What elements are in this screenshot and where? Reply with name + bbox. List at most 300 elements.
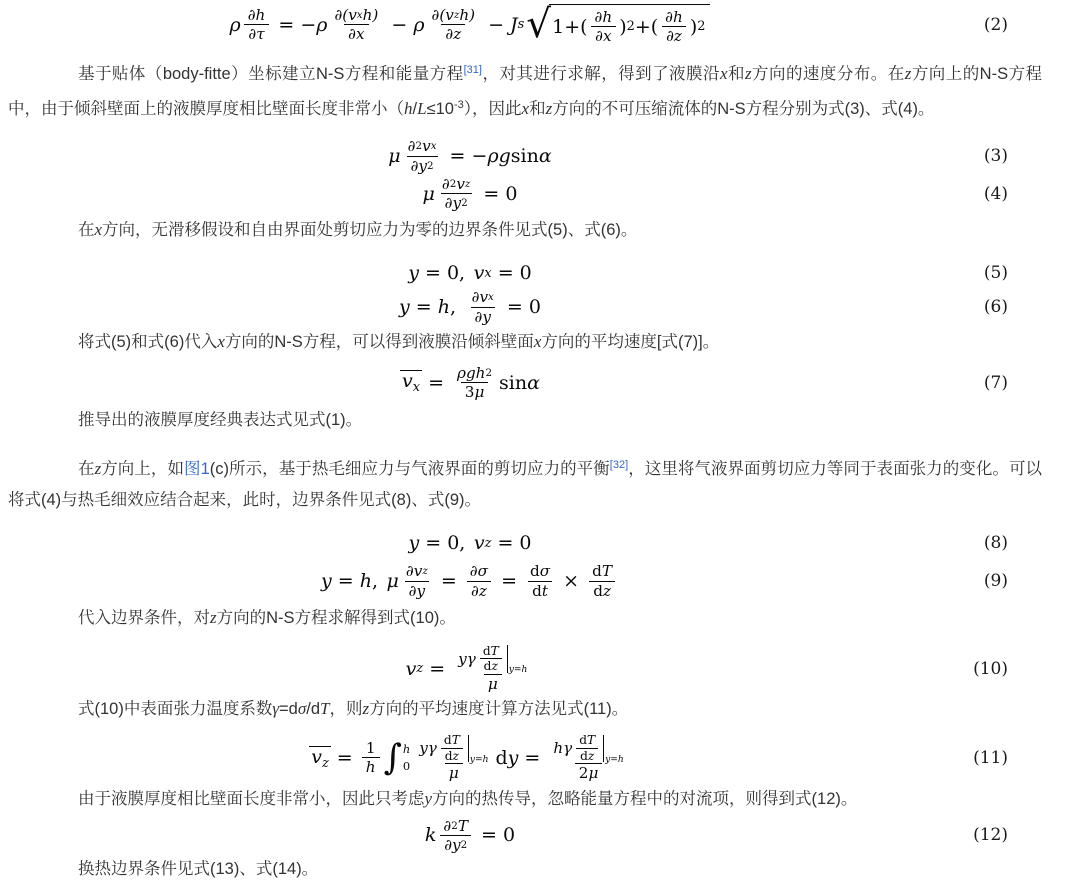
text-run: x (521, 99, 530, 119)
text-run: ，对其进行求解，得到了液膜沿 (481, 65, 720, 84)
integral-limits (402, 742, 411, 775)
integral-icon: ∫ (383, 737, 402, 779)
math-token: ∂z (470, 581, 487, 600)
radical-icon: √ (526, 2, 552, 48)
paragraph (8, 55, 1042, 125)
text-run: z (362, 699, 370, 719)
equation (8, 528, 1042, 558)
fraction (244, 6, 270, 43)
math-token: d (579, 733, 588, 748)
math-token: ( (580, 15, 588, 38)
fraction-numerator (588, 562, 616, 580)
math-token: d (444, 748, 453, 763)
fraction-numerator (453, 364, 496, 382)
math-token: d (482, 643, 491, 658)
superscript: 2 (485, 366, 493, 379)
text-run: 方向的平均速度[式(7)]。 (541, 332, 720, 351)
superscript: 2 (460, 838, 468, 851)
fraction-numerator (415, 733, 492, 763)
math-token: ) (689, 15, 698, 38)
math-token: ∂y (410, 156, 428, 175)
fraction-numerator (661, 8, 687, 26)
math-token: ∂(v (431, 6, 454, 24)
text-run: ≤10 (426, 100, 454, 119)
fraction (330, 6, 382, 43)
text-run: z (904, 64, 912, 84)
text-run: x (94, 220, 103, 240)
text-run: T (320, 699, 330, 719)
math-token: z (491, 659, 498, 674)
math-token: sin (499, 371, 528, 394)
text-run: y (424, 788, 433, 808)
math-token: v (473, 532, 485, 555)
math-token: h (359, 570, 372, 593)
text-run: -3 (453, 99, 464, 112)
math-token: hγ (553, 739, 573, 758)
math-token: T (451, 733, 460, 748)
math-token: ∂y (474, 307, 491, 326)
text-run: 式(10)中表面张力温度系数 (78, 700, 273, 719)
math-token: α (527, 371, 540, 394)
text-run: 由于液膜厚度相比壁面长度非常小，因此只考虑 (78, 789, 425, 808)
citation-link[interactable]: [32] (609, 459, 629, 472)
fraction-numerator (362, 739, 380, 757)
fraction-denominator (528, 581, 552, 600)
equation-number: (2) (983, 14, 1008, 35)
subscript: z (422, 565, 428, 578)
text-run: / (412, 100, 418, 119)
math-token: = (422, 371, 451, 394)
math-token: μ (422, 182, 435, 205)
fraction-denominator (480, 658, 502, 674)
math-token: ∂ (443, 816, 452, 835)
text-run: x (217, 331, 225, 351)
equation-number: (3) (983, 146, 1008, 167)
text-run: 代入边界条件，对 (78, 608, 210, 627)
math-token: , (371, 570, 378, 593)
math-token: μ (474, 383, 485, 402)
math-token: ρgh (457, 363, 486, 382)
math-token: v (402, 370, 413, 393)
subscript: x (412, 380, 421, 396)
text-run: 推导出的液膜厚度经典表达式见式(1)。 (78, 411, 363, 430)
fraction-denominator (591, 26, 615, 45)
equation-math (425, 817, 515, 854)
text-run: σ (297, 699, 307, 719)
text-run: 方向，无滑移假设和自由界面处剪切应力为零的边界条件见式(5)、式(6)。 (102, 221, 638, 240)
fraction (440, 733, 464, 763)
fraction (428, 6, 480, 43)
math-token: 3 (464, 383, 475, 402)
text-run: 方向上的N-S方程中，由于倾斜壁面上的液膜厚度相比壁面长度非常小（ (8, 65, 1043, 119)
fraction-denominator (484, 674, 502, 693)
superscript: 2 (415, 140, 423, 153)
superscript: 2 (626, 19, 635, 35)
text-run: h (404, 99, 413, 119)
equation-math (309, 733, 631, 782)
fraction (591, 8, 617, 45)
fraction-denominator (589, 581, 615, 600)
equation-number: (10) (973, 658, 1008, 679)
fraction-denominator (441, 193, 472, 212)
math-token: T (587, 733, 596, 748)
subscript: s (517, 17, 525, 33)
fraction (549, 733, 627, 782)
equation-number: (12) (973, 825, 1008, 846)
text-run: ，这里将气液界面剪切应力等同于表面张力的变化。可以将式(4)与热毛细效应结合起来，此时，边界条件见式(8)、式(9)。 (8, 460, 1043, 510)
math-token: ∂y (444, 835, 461, 854)
math-token: ρ (229, 13, 241, 36)
math-token: ρg (487, 145, 511, 168)
math-token: = 0 (500, 296, 541, 319)
math-token: ρ (413, 13, 425, 36)
superscript: 2 (697, 19, 706, 35)
subscript: x (484, 265, 492, 281)
fraction-denominator (362, 757, 380, 776)
fraction-numerator (402, 562, 432, 580)
math-token: z (587, 748, 595, 763)
fraction-numerator (591, 8, 617, 26)
paragraph (8, 405, 1042, 436)
paragraph (8, 783, 1042, 815)
math-token: v (422, 137, 431, 156)
math-token: h) (362, 6, 379, 24)
text-run: L (417, 99, 427, 119)
equation-number: (8) (983, 533, 1008, 554)
fraction-denominator (244, 24, 268, 43)
paragraph (8, 854, 1042, 885)
fraction (526, 562, 554, 599)
fraction-denominator (461, 382, 489, 401)
fraction (466, 562, 492, 599)
subscript: z (484, 535, 492, 551)
superscript: 2 (427, 159, 434, 172)
math-token: = (434, 570, 463, 593)
math-token: ∂h (665, 8, 683, 26)
equation-math (388, 137, 551, 174)
paragraph (8, 326, 1042, 358)
evaluated-at (603, 735, 624, 765)
math-token: ∂ (441, 174, 450, 193)
paragraph (8, 693, 1042, 725)
evaluated-at (507, 645, 528, 676)
text-run: ，则 (329, 700, 363, 719)
math-token: = (330, 746, 359, 769)
math-token: = (331, 570, 360, 593)
fraction-denominator (407, 156, 438, 175)
math-token: = (409, 296, 438, 319)
text-run: 方向的平均速度计算方法见式(11)。 (369, 700, 629, 719)
evaluated-at-subscript: y=h (508, 665, 528, 676)
equation (8, 364, 1042, 401)
subscript: z (464, 177, 471, 190)
fraction-denominator (441, 748, 463, 764)
square-root (526, 2, 710, 48)
math-token: J (510, 13, 518, 36)
math-token: + (634, 15, 651, 38)
math-token: 2 (578, 764, 589, 783)
math-token: T (601, 562, 613, 581)
text-run: 方向的速度分布。在 (751, 65, 905, 84)
text-run: z (94, 459, 102, 479)
math-token: z (602, 581, 611, 600)
math-token: ∂ (407, 137, 416, 156)
superscript: 2 (449, 177, 457, 190)
figure-link[interactable]: 图1 (184, 460, 210, 479)
math-token: h) (459, 6, 476, 24)
math-token: yγ (419, 739, 437, 758)
math-token: × (557, 570, 586, 593)
subscript: z (321, 755, 329, 771)
math-token: y (408, 532, 420, 555)
fraction-denominator (576, 748, 598, 764)
math-token: k (424, 824, 437, 847)
text-run: =d (279, 700, 298, 719)
math-token: = (518, 746, 547, 769)
math-token: d (443, 733, 452, 748)
fraction-numerator (479, 644, 503, 659)
superscript: 2 (461, 197, 468, 210)
text-run: /d (306, 700, 321, 719)
fraction-numerator (404, 137, 441, 155)
math-token: ∂τ (248, 25, 265, 44)
text-run: 方向上，如 (101, 460, 185, 479)
fraction-numerator (526, 562, 554, 580)
math-token: z (452, 748, 459, 763)
math-token: d (580, 748, 588, 763)
paragraph (8, 602, 1042, 634)
equation (8, 733, 1042, 782)
math-token: y (399, 296, 410, 319)
fraction-numerator (330, 6, 382, 24)
fraction-numerator (468, 288, 498, 306)
fraction-denominator (662, 26, 686, 45)
math-token: y (507, 746, 519, 769)
equation-number: (9) (983, 571, 1008, 592)
equation (8, 2, 1042, 48)
subscript: x (430, 140, 437, 153)
math-token: v (456, 174, 465, 193)
fraction (402, 562, 432, 599)
math-token: σ (539, 562, 551, 581)
text-run: 方向的热传导，忽略能量方程中的对流项，则得到式(12)。 (432, 789, 858, 808)
fraction (454, 644, 531, 693)
radicand (549, 4, 710, 45)
text-run: γ (272, 699, 280, 719)
fraction (362, 739, 380, 776)
math-token: ∂h (594, 8, 613, 26)
fraction-denominator (405, 581, 429, 600)
math-token: μ (448, 764, 459, 783)
fraction-numerator (438, 175, 474, 193)
math-token: 1 (365, 739, 376, 758)
text-run: 方向的N-S方程求解得到式(10)。 (216, 608, 456, 627)
equation-number: (11) (973, 747, 1008, 768)
text-run: x (719, 64, 728, 84)
fraction-denominator (575, 763, 603, 782)
fraction-numerator (439, 817, 472, 835)
text-run: 和 (529, 100, 546, 119)
math-token: = − (272, 13, 317, 36)
math-token: ∂v (471, 288, 489, 307)
subscript: x (356, 8, 363, 21)
math-token: sin (510, 145, 539, 168)
paragraph (8, 214, 1042, 246)
math-token: y (320, 570, 332, 593)
fraction-denominator (441, 24, 465, 43)
math-token: yγ (458, 649, 476, 668)
fraction (404, 137, 441, 174)
superscript: 2 (451, 819, 458, 832)
math-token: μ (388, 145, 401, 168)
text-run: x (533, 331, 542, 351)
math-token: ∂y (408, 581, 426, 600)
math-token: μ (588, 764, 599, 783)
evaluated-at (468, 735, 489, 765)
math-token: = 0, (418, 262, 466, 285)
math-token: μ (386, 570, 399, 593)
subscript: z (416, 661, 424, 676)
math-token: − (482, 13, 511, 36)
math-token: = − (443, 145, 488, 168)
text-run: 和 (727, 65, 745, 84)
math-token: = 0 (491, 532, 532, 555)
fraction-numerator (575, 733, 599, 748)
math-token: 1+ (552, 15, 581, 38)
math-token: v (405, 657, 417, 680)
equation (8, 644, 1042, 693)
equation-number: (4) (983, 183, 1008, 204)
text-run: 基于贴体（body-fitte）坐标建立N-S方程和能量方程 (78, 65, 464, 84)
equation (8, 258, 1042, 288)
fraction-denominator (445, 763, 463, 782)
lower-limit: 0 (402, 758, 411, 773)
upper-limit: h (402, 741, 411, 756)
math-token: ρ (316, 13, 328, 36)
equation-math (321, 562, 619, 599)
math-token: α (538, 145, 552, 168)
math-token: = 0 (475, 824, 516, 847)
equation (8, 175, 1042, 212)
equation-number: (7) (983, 372, 1008, 393)
math-token: ∂(v (334, 6, 357, 24)
fraction-numerator (428, 6, 480, 24)
math-token: d (593, 581, 603, 600)
math-token: d (483, 659, 492, 674)
equation-math (408, 532, 531, 554)
fraction (415, 733, 492, 782)
text-run: (c)所示，基于热毛细应力与气液界面的剪切应力的平衡 (209, 460, 610, 479)
math-token: − (385, 13, 414, 36)
equation-math (229, 2, 711, 48)
fraction (453, 364, 496, 401)
math-token: = 0 (491, 262, 532, 285)
equation-number: (6) (983, 297, 1008, 318)
equation-math (408, 262, 532, 284)
citation-link[interactable]: [31] (463, 64, 482, 77)
paragraph (8, 450, 1042, 516)
fraction-denominator (471, 307, 495, 326)
text-run: 方向的N-S方程，可以得到液膜沿倾斜壁面 (224, 332, 534, 351)
equation-math (400, 364, 540, 401)
fraction-denominator (467, 581, 491, 600)
text-run: 将式(5)和式(6)代入 (78, 332, 218, 351)
equation-number: (5) (983, 263, 1008, 284)
math-token: T (457, 816, 468, 835)
math-token: ∂y (444, 194, 462, 213)
fraction-numerator (440, 733, 464, 748)
text-run: ），因此 (463, 100, 522, 119)
math-token: d (532, 581, 542, 600)
math-token: ( (650, 15, 659, 38)
fraction-numerator (466, 562, 492, 580)
math-token: v (311, 745, 322, 768)
fraction-numerator (549, 733, 627, 763)
equation (8, 288, 1042, 325)
equation (8, 137, 1042, 174)
equation-math (423, 175, 518, 212)
fraction-numerator (244, 6, 270, 24)
math-token: = (423, 657, 452, 680)
text-run: 方向的不可压缩流体的N-S方程分别为式(3)、式(4)。 (552, 100, 935, 119)
text-run: z (210, 607, 217, 627)
math-token: ∂h (247, 6, 266, 24)
fraction-denominator (344, 24, 368, 43)
equation-math (399, 288, 541, 325)
math-token: y (408, 262, 419, 285)
math-token: d (495, 746, 508, 769)
fraction (575, 733, 599, 763)
math-token: T (490, 643, 499, 658)
math-token: d (530, 562, 540, 581)
math-token: ∂x (595, 27, 612, 46)
evaluated-at-subscript: y=h (469, 754, 489, 765)
fraction (588, 562, 616, 599)
subscript: x (488, 291, 494, 304)
fraction (439, 817, 472, 854)
math-token: ∂v (405, 562, 423, 581)
fraction (479, 644, 503, 674)
text-run: 在 (78, 221, 95, 240)
math-token: = (495, 570, 524, 593)
math-token: ) (619, 15, 627, 38)
overbar (309, 746, 331, 770)
math-token: h (365, 758, 376, 777)
text-run: z (545, 99, 553, 119)
text-run: z (744, 64, 752, 84)
equation-math (406, 644, 535, 693)
evaluated-at-subscript: y=h (605, 754, 624, 765)
fraction (661, 8, 687, 45)
integral (383, 737, 412, 779)
math-token: ∂x (348, 25, 365, 44)
fraction-numerator (454, 644, 531, 674)
math-token: = 0 (477, 182, 518, 205)
fraction (438, 175, 474, 212)
math-token: , (450, 296, 457, 319)
fraction-denominator (440, 835, 471, 854)
math-token: ∂σ (469, 562, 489, 581)
overbar (400, 370, 422, 394)
fraction (468, 288, 498, 325)
text-run: 换热边界条件见式(13)、式(14)。 (78, 860, 319, 879)
math-token: d (592, 562, 602, 581)
math-token: μ (487, 674, 498, 693)
math-token: t (541, 581, 548, 600)
math-token: ∂z (445, 25, 462, 44)
equation (8, 562, 1042, 599)
equation (8, 817, 1042, 854)
